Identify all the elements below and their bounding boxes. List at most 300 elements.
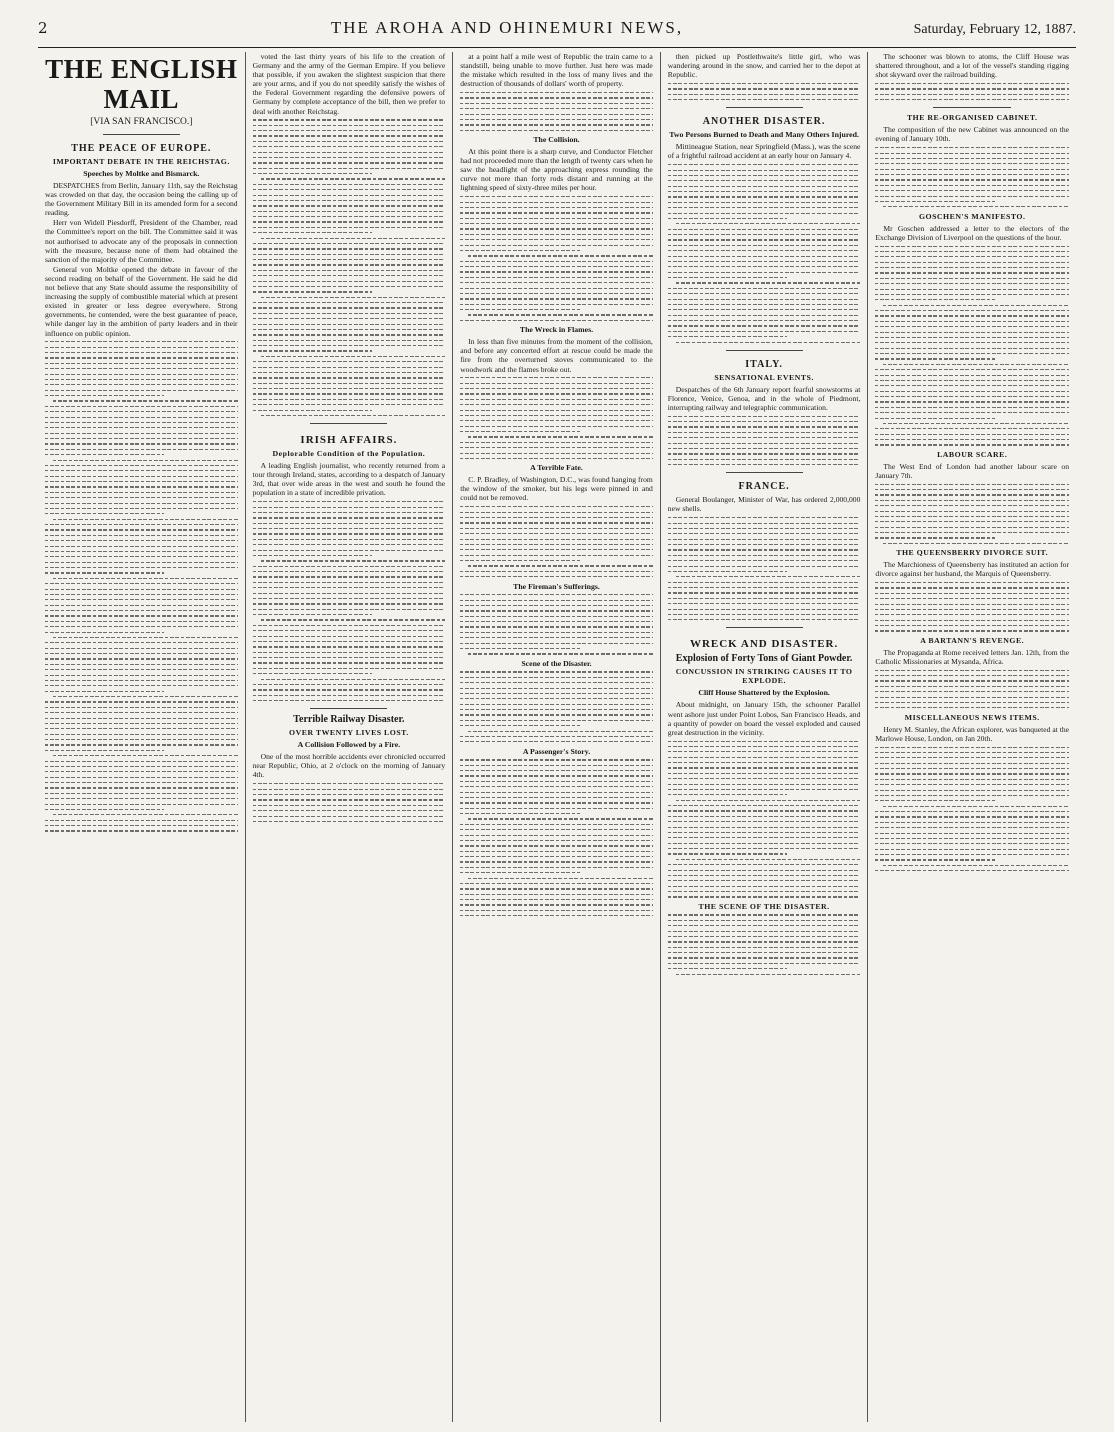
text-line — [460, 196, 653, 197]
text-line — [460, 786, 653, 787]
text-line — [460, 533, 653, 534]
text-line — [45, 691, 164, 692]
text-line — [253, 189, 446, 190]
text-line — [668, 746, 861, 747]
text-line — [883, 543, 1069, 544]
text-line — [875, 527, 1069, 528]
text-line — [45, 443, 238, 444]
text-line — [45, 379, 238, 380]
text-line — [253, 404, 446, 405]
divider — [726, 350, 803, 351]
text-line — [875, 511, 1069, 512]
text-line — [460, 103, 653, 104]
text-line — [45, 481, 238, 482]
text-line — [253, 816, 446, 817]
text-line — [875, 169, 1069, 170]
text-line — [45, 503, 238, 504]
text-line — [45, 572, 164, 573]
text-line — [460, 808, 653, 809]
text-line — [253, 609, 446, 610]
text-line — [253, 329, 446, 330]
text-line — [468, 565, 653, 566]
text-line — [875, 795, 1069, 796]
text-line — [460, 725, 579, 726]
text-line — [668, 336, 787, 337]
text-line — [668, 202, 861, 203]
text-line — [875, 391, 1069, 392]
text-line — [45, 562, 238, 563]
text-line — [668, 309, 861, 310]
article-text-block — [460, 594, 653, 654]
text-line — [460, 560, 579, 561]
article-paragraph: voted the last thirty years of his life to the creation of Germany and the army of the German Empire. If you believe that possible, if you awaken the slightest suspicion that there are your arms, and if you do not speedily satisfy the wishes of the Federal Government regarding the defensive powers of Germany by complete acceptance of the bill, then we prefer to deal with another Reichstag. — [252, 52, 446, 116]
text-line — [261, 178, 446, 179]
text-line — [253, 566, 446, 567]
text-line — [253, 410, 372, 411]
text-line — [460, 688, 653, 689]
article-text-block — [875, 582, 1069, 632]
text-line — [668, 320, 861, 321]
text-line — [45, 454, 164, 455]
subheadline: OVER TWENTY LIVES LOST. — [289, 728, 409, 738]
text-line — [460, 867, 653, 868]
text-line — [253, 200, 446, 201]
text-line — [668, 239, 861, 240]
article-text-block — [253, 501, 446, 701]
text-line — [875, 179, 1069, 180]
text-line — [45, 669, 238, 670]
subheadline: The Collision. — [533, 135, 580, 145]
text-line — [460, 223, 653, 224]
subheadline: Scene of the Disaster. — [521, 658, 592, 668]
text-line — [668, 762, 861, 763]
text-line — [668, 827, 861, 828]
text-line — [460, 704, 653, 705]
text-line — [45, 648, 238, 649]
issue-date: Saturday, February 12, 1887. — [913, 22, 1076, 37]
text-line — [45, 728, 238, 729]
text-line — [460, 555, 653, 556]
text-line — [668, 592, 861, 593]
text-line — [668, 848, 861, 849]
text-line — [460, 621, 653, 622]
divider — [726, 107, 803, 108]
text-line — [668, 773, 861, 774]
text-line — [875, 702, 1069, 703]
text-line — [668, 170, 861, 171]
text-line — [668, 186, 861, 187]
article-text-block — [875, 83, 1069, 100]
text-line — [253, 372, 446, 373]
text-line — [45, 664, 238, 665]
text-line — [875, 283, 1069, 284]
subheadline: A Collision Followed by a Fire. — [297, 740, 401, 750]
text-line — [875, 768, 1069, 769]
text-line — [253, 281, 446, 282]
text-line — [668, 421, 861, 422]
text-line — [253, 205, 446, 206]
headline: ANOTHER DISASTER. — [702, 116, 826, 128]
text-line — [875, 380, 1069, 381]
text-line — [460, 693, 653, 694]
text-line — [253, 211, 446, 212]
text-line — [875, 680, 1069, 681]
text-line — [253, 291, 372, 292]
article-paragraph: at a point half a mile west of Republic the train came to a standstill, being unable to move further. Just here was made the mistake which resulted in the loss of many lives and the destruction of thousands of dollars' worth of property. — [460, 52, 653, 89]
text-line — [45, 804, 238, 805]
article-text-block — [45, 341, 238, 831]
article-text-block — [253, 783, 446, 822]
text-line — [460, 544, 653, 545]
text-line — [460, 813, 579, 814]
section-subtitle: [VIA SAN FRANCISCO.] — [90, 117, 193, 127]
article-paragraph: The Propaganda at Rome received letters Jan. 12th, from the Catholic Missionaries at Mysanda, Africa. — [875, 647, 1069, 666]
text-line — [460, 792, 653, 793]
text-line — [253, 248, 446, 249]
text-line — [460, 671, 653, 672]
text-line — [253, 652, 446, 653]
text-line — [668, 448, 861, 449]
text-line — [668, 229, 861, 230]
article-text-block — [460, 377, 653, 459]
text-line — [668, 560, 861, 561]
text-line — [668, 816, 861, 817]
text-line — [253, 399, 446, 400]
text-line — [875, 434, 1069, 435]
text-line — [460, 506, 653, 507]
text-line — [253, 345, 446, 346]
text-line — [668, 614, 861, 615]
text-line — [875, 99, 1069, 100]
text-line — [875, 521, 1069, 522]
text-line — [253, 668, 446, 669]
text-line — [45, 610, 238, 611]
text-line — [45, 782, 238, 783]
text-line — [460, 770, 653, 771]
text-line — [875, 158, 1069, 159]
article-text-block — [668, 416, 861, 466]
text-line — [676, 800, 861, 801]
text-line — [253, 383, 446, 384]
text-line — [45, 787, 238, 788]
divider — [726, 472, 803, 473]
text-line — [253, 571, 446, 572]
article-text-block — [460, 671, 653, 742]
text-line — [460, 399, 653, 400]
article-text-block — [875, 147, 1069, 207]
text-line — [45, 658, 238, 659]
text-line — [668, 778, 861, 779]
text-line — [875, 609, 1069, 610]
text-line — [253, 799, 446, 800]
article-paragraph: In less than five minutes from the moment of the collision, and before any concerted effort at rescue could be made the fire from the overturned stoves communicated to the woodwork and the flames broke out. — [460, 337, 653, 374]
text-line — [875, 315, 1069, 316]
text-line — [45, 433, 238, 434]
headline: WRECK AND DISASTER. — [689, 638, 839, 651]
text-line — [875, 757, 1069, 758]
text-line — [460, 108, 653, 109]
text-line — [875, 811, 1069, 812]
text-line — [253, 173, 372, 174]
text-line — [875, 670, 1069, 671]
text-line — [460, 377, 653, 378]
article-paragraph: C. P. Bradley, of Washington, D.C., was found hanging from the window of the smoker, but his legs were pinned in and could not be removed. — [460, 475, 653, 503]
text-line — [45, 540, 238, 541]
text-line — [460, 797, 653, 798]
text-line — [668, 875, 861, 876]
text-line — [875, 444, 1069, 445]
text-line — [668, 533, 861, 534]
article-paragraph: The composition of the new Cabinet was announced on the evening of January 10th. — [875, 125, 1069, 144]
text-line — [460, 288, 653, 289]
text-line — [668, 207, 861, 208]
text-line — [668, 523, 861, 524]
text-line — [460, 442, 653, 443]
text-line — [253, 630, 446, 631]
text-line — [253, 243, 446, 244]
text-line — [875, 201, 995, 202]
text-line — [460, 775, 653, 776]
text-line — [45, 363, 238, 364]
text-line — [460, 404, 653, 405]
headline: IRISH AFFAIRS. — [300, 434, 398, 447]
text-line — [875, 747, 1069, 748]
text-line — [460, 239, 653, 240]
text-line — [875, 412, 1069, 413]
text-line — [45, 621, 238, 622]
divider — [310, 423, 387, 424]
text-line — [668, 587, 861, 588]
text-line — [460, 528, 653, 529]
text-line — [45, 809, 164, 810]
text-line — [668, 870, 861, 871]
text-line — [253, 264, 446, 265]
text-line — [875, 752, 1069, 753]
text-line — [875, 94, 1069, 95]
text-line — [253, 593, 446, 594]
text-line — [45, 347, 238, 348]
text-line — [668, 437, 861, 438]
text-line — [460, 741, 653, 742]
text-line — [668, 261, 861, 262]
text-line — [45, 761, 238, 762]
text-line — [253, 377, 446, 378]
text-line — [460, 883, 653, 884]
text-line — [668, 941, 861, 942]
text-line — [45, 470, 238, 471]
text-line — [45, 524, 238, 525]
article-paragraph: One of the most horrible accidents ever chronicled occurred near Republic, Ohio, at 2 o'clock on the morning of January 4th. — [252, 752, 446, 780]
text-line — [468, 878, 653, 879]
text-line — [668, 582, 861, 583]
text-line — [460, 637, 653, 638]
text-line — [460, 824, 653, 825]
subheadline: A Terrible Fate. — [530, 463, 583, 473]
text-line — [460, 872, 579, 873]
text-line — [875, 697, 1069, 698]
text-line — [668, 821, 861, 822]
text-line — [253, 625, 446, 626]
text-line — [468, 653, 653, 654]
text-line — [45, 777, 238, 778]
text-line — [45, 712, 238, 713]
text-line — [253, 388, 446, 389]
text-line — [45, 830, 238, 831]
text-line — [875, 439, 1069, 440]
subheadline: Cliff House Shattered by the Explosion. — [698, 688, 830, 698]
text-line — [253, 662, 446, 663]
text-line — [45, 723, 238, 724]
text-line — [261, 619, 446, 620]
text-line — [460, 114, 653, 115]
text-line — [253, 216, 446, 217]
text-line — [875, 773, 1069, 774]
text-line — [460, 431, 579, 432]
text-line — [875, 185, 1069, 186]
text-line — [53, 755, 238, 756]
text-line — [668, 256, 861, 257]
text-line — [875, 800, 995, 801]
text-line — [253, 152, 446, 153]
text-line — [668, 952, 861, 953]
text-line — [253, 700, 446, 701]
text-line — [460, 97, 653, 98]
text-line — [668, 571, 787, 572]
text-line — [460, 298, 653, 299]
text-line — [460, 682, 653, 683]
text-line — [668, 266, 861, 267]
text-line — [45, 535, 238, 536]
text-line — [253, 636, 446, 637]
text-line — [253, 367, 446, 368]
text-line — [875, 396, 1069, 397]
text-line — [45, 438, 238, 439]
text-line — [875, 675, 1069, 676]
subheadline: SENSATIONAL EVENTS. — [714, 372, 814, 382]
text-line — [875, 358, 995, 359]
text-line — [875, 484, 1069, 485]
text-line — [883, 865, 1069, 866]
text-line — [253, 324, 446, 325]
text-line — [45, 718, 238, 719]
text-line — [53, 400, 238, 401]
text-line — [875, 516, 1069, 517]
text-line — [253, 125, 446, 126]
text-line — [875, 620, 1069, 621]
text-line — [253, 259, 446, 260]
text-line — [875, 299, 995, 300]
text-line — [45, 820, 238, 821]
text-line — [668, 757, 861, 758]
text-line — [460, 234, 653, 235]
headline: MISCELLANEOUS NEWS ITEMS. — [904, 712, 1040, 722]
text-line — [253, 340, 446, 341]
text-line — [45, 632, 164, 633]
text-line — [460, 856, 653, 857]
text-line — [45, 653, 238, 654]
text-line — [45, 793, 238, 794]
text-line — [875, 779, 1069, 780]
text-line — [53, 460, 238, 461]
text-line — [668, 325, 861, 326]
text-line — [45, 368, 238, 369]
subheadline: IMPORTANT DEBATE IN THE REICHSTAG. — [52, 157, 230, 166]
text-line — [668, 837, 861, 838]
text-line — [668, 843, 861, 844]
text-line — [460, 910, 653, 911]
text-line — [45, 449, 238, 450]
text-line — [45, 417, 238, 418]
text-line — [253, 334, 446, 335]
text-line — [875, 428, 1069, 429]
text-line — [45, 771, 238, 772]
subheadline: The Wreck in Flames. — [519, 325, 594, 335]
text-line — [253, 576, 446, 577]
text-line — [253, 507, 446, 508]
article-text-block — [460, 759, 653, 916]
text-line — [45, 492, 238, 493]
text-line — [460, 245, 653, 246]
text-line — [875, 401, 1069, 402]
text-line — [668, 175, 861, 176]
text-line — [668, 794, 787, 795]
text-line — [460, 512, 653, 513]
text-line — [45, 750, 164, 751]
text-line — [668, 805, 861, 806]
headline: THE QUEENSBERRY DIVORCE SUIT. — [896, 548, 1049, 558]
masthead — [38, 18, 1076, 48]
text-line — [253, 393, 446, 394]
text-line — [253, 794, 446, 795]
text-line — [875, 593, 1069, 594]
text-line — [460, 420, 653, 421]
text-line — [45, 599, 238, 600]
text-line — [460, 415, 653, 416]
text-line — [875, 816, 1069, 817]
text-line — [875, 294, 1069, 295]
article-text-block — [460, 506, 653, 577]
text-line — [45, 556, 238, 557]
text-line — [261, 297, 446, 298]
text-line — [253, 275, 446, 276]
text-line — [668, 896, 861, 897]
text-line — [253, 657, 446, 658]
text-line — [253, 313, 446, 314]
text-line — [253, 232, 372, 233]
text-line — [875, 505, 1069, 506]
text-line — [668, 272, 861, 273]
text-line — [875, 407, 1069, 408]
text-line — [875, 604, 1069, 605]
text-line — [460, 648, 579, 649]
text-line — [460, 759, 653, 760]
text-line — [875, 190, 1069, 191]
text-line — [668, 453, 861, 454]
text-line — [261, 238, 446, 239]
text-line — [253, 587, 446, 588]
text-line — [45, 739, 238, 740]
subheadline: Explosion of Forty Tons of Giant Powder. — [675, 653, 853, 665]
subheadline: A Passenger's Story. — [522, 746, 591, 756]
text-line — [45, 427, 238, 428]
divider — [103, 134, 180, 135]
text-line — [668, 864, 861, 865]
headline: ITALY. — [745, 358, 783, 370]
text-line — [253, 157, 446, 158]
article-text-block — [668, 164, 861, 343]
text-line — [875, 532, 1069, 533]
text-line — [668, 288, 861, 289]
